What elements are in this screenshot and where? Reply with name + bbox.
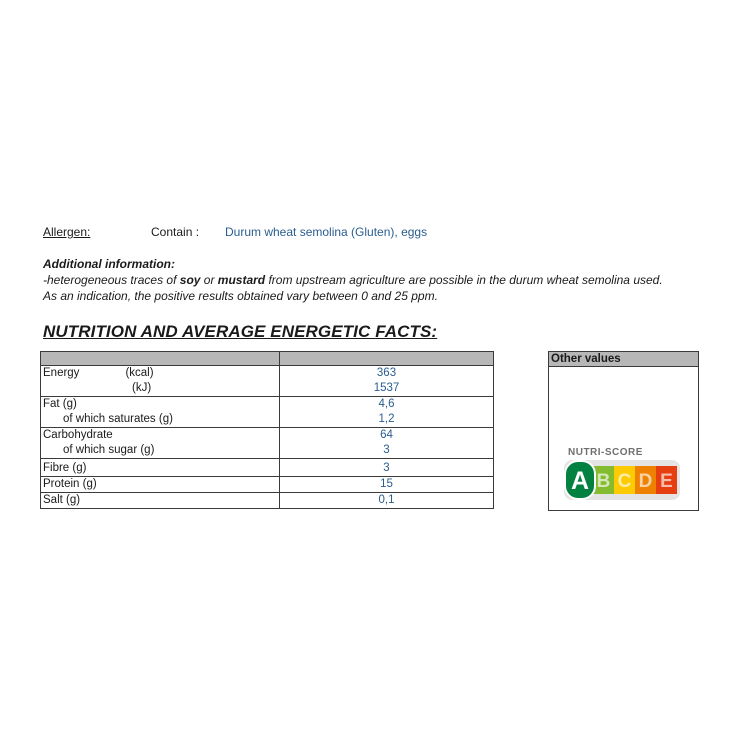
- additional-info-line-1: [43, 272, 723, 288]
- table-row-fibre: [41, 459, 494, 477]
- additional-info-line-2: As an indication, the positive results obtained vary between 0 and 25 ppm.: [43, 289, 438, 303]
- sugar-value: 3: [383, 444, 390, 456]
- carb-label: Carbohydrate: [43, 429, 113, 441]
- mustard-word: mustard: [217, 273, 266, 287]
- fibre-label: Fibre (g): [43, 462, 87, 474]
- fat-value: 4,6: [378, 398, 395, 410]
- allergen-value: Durum wheat semolina (Gluten), eggs: [225, 225, 428, 239]
- allergen-label: Allergen:: [43, 225, 91, 239]
- saturates-value: 1,2: [378, 413, 395, 425]
- energy-label: Energy: [43, 367, 80, 379]
- energy-name-cell: [41, 366, 280, 397]
- fat-label: Fat (g): [43, 398, 77, 410]
- fibre-value: 3: [383, 462, 390, 474]
- soy-word: soy: [179, 273, 201, 287]
- table-row-energy: [41, 366, 494, 397]
- other-values-box: [548, 351, 699, 511]
- table-row-salt: [41, 493, 494, 509]
- energy-kj-value: 1537: [373, 382, 400, 394]
- contain-label: Contain :: [151, 225, 200, 239]
- line1-part-a: -heterogeneous traces of: [43, 273, 180, 287]
- header-cell-value: [280, 352, 494, 366]
- energy-value-cell: [280, 366, 494, 397]
- nutrition-table: [40, 351, 494, 509]
- protein-label: Protein (g): [43, 478, 97, 490]
- nutri-score-letter-d: D: [638, 471, 653, 492]
- nutri-score-letter-c: C: [617, 471, 632, 492]
- header-cell-name: [41, 352, 280, 366]
- table-row-protein: [41, 477, 494, 493]
- fat-name-cell: [41, 397, 280, 428]
- fat-value-cell: [280, 397, 494, 428]
- energy-kcal-value: 363: [376, 367, 397, 379]
- line1-part-b: or: [200, 273, 218, 287]
- line1-part-c: from upstream agriculture are possible in the durum wheat semolina used.: [265, 273, 663, 287]
- nutri-score-label: NUTRI-SCORE: [568, 447, 643, 458]
- nutri-score-badge: [564, 460, 680, 500]
- carb-value: 64: [380, 429, 393, 441]
- carb-name-cell: [41, 428, 280, 459]
- nutri-score-selected-letter: A: [570, 467, 590, 495]
- carb-value-cell: [280, 428, 494, 459]
- table-row-fat: [41, 397, 494, 428]
- table-row-carbohydrate: [41, 428, 494, 459]
- additional-information: [43, 256, 723, 304]
- energy-kj-unit: (kJ): [132, 382, 152, 394]
- nutri-score-letter-e: E: [660, 471, 673, 492]
- nutri-score-letter-b: B: [596, 471, 611, 492]
- sugar-label: of which sugar (g): [63, 444, 155, 456]
- additional-info-title: Additional information:: [43, 257, 175, 271]
- salt-label: Salt (g): [43, 494, 81, 506]
- energy-kcal-unit: (kcal): [125, 367, 154, 379]
- saturates-label: of which saturates (g): [63, 413, 173, 425]
- nutrition-title: NUTRITION AND AVERAGE ENERGETIC FACTS:: [43, 322, 438, 341]
- other-values-title: Other values: [549, 352, 698, 367]
- protein-value: 15: [380, 478, 393, 490]
- salt-value: 0,1: [378, 494, 395, 506]
- nutrition-table-header: [41, 352, 494, 366]
